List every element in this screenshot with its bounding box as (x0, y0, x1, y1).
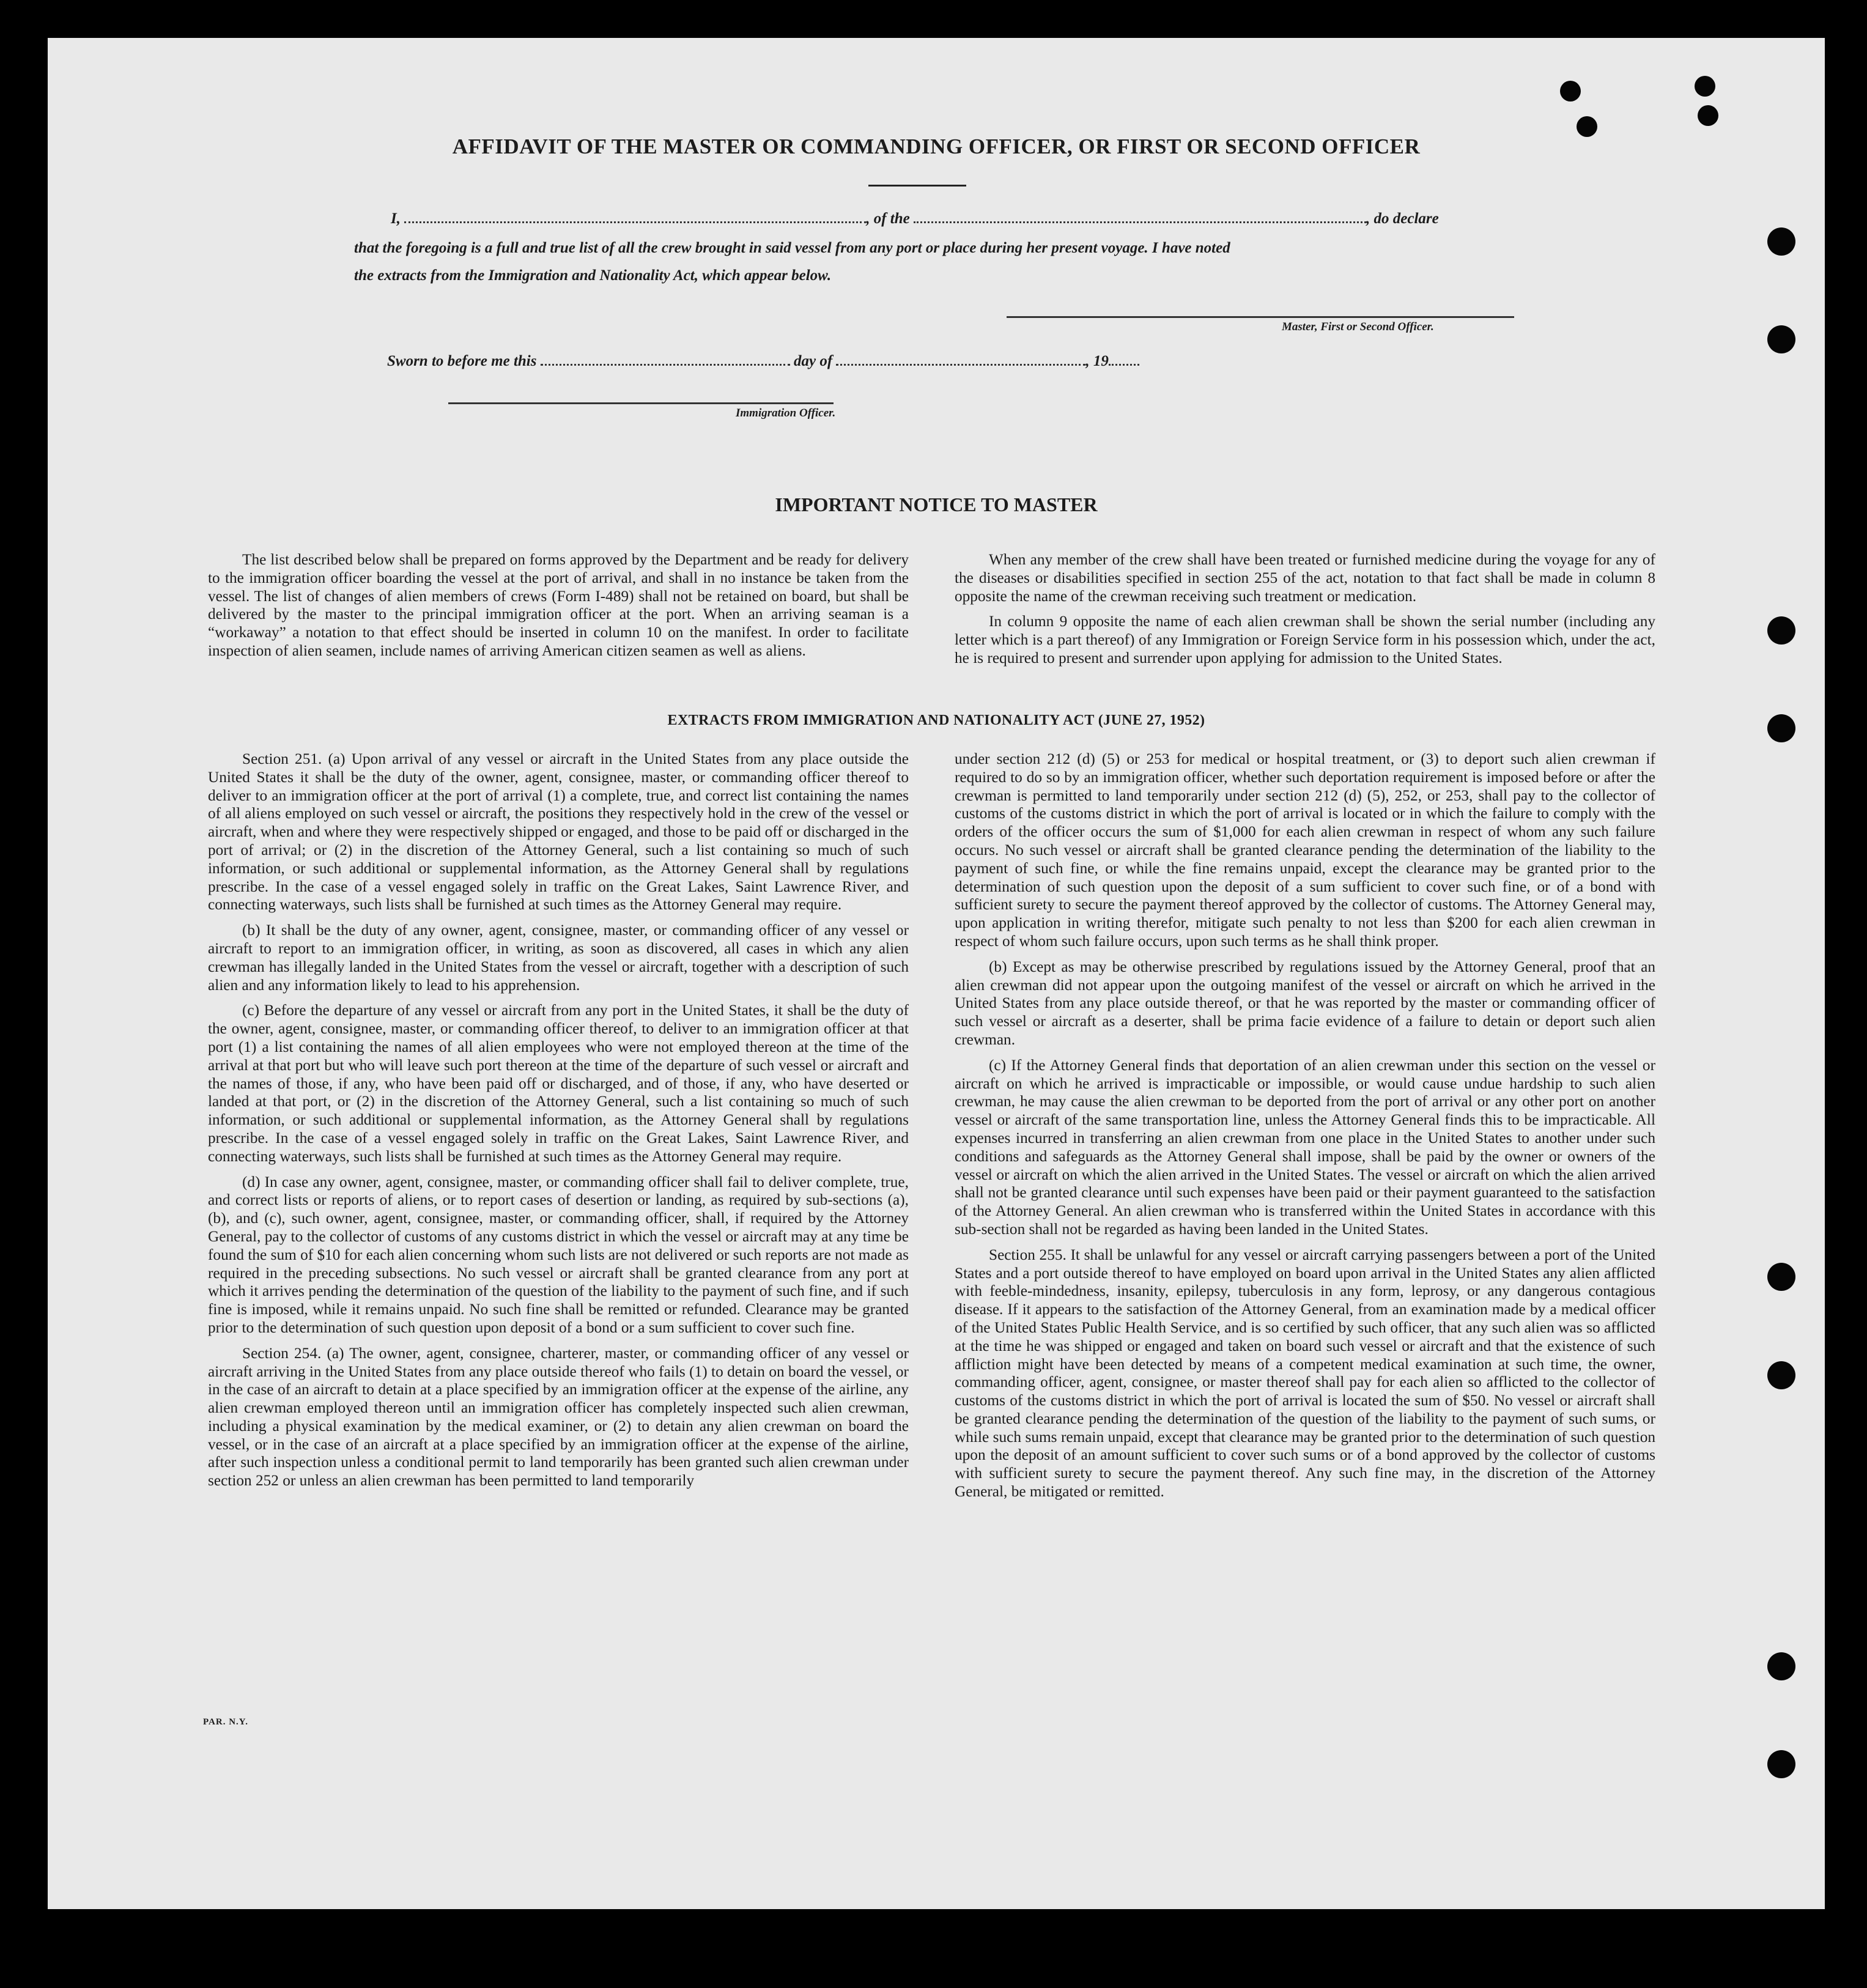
punch-hole (1577, 116, 1597, 137)
extracts-title: EXTRACTS FROM IMMIGRATION AND NATIONALITY ACT (JUNE 27, 1952) (667, 712, 1205, 728)
of-the-label: , of the (866, 210, 910, 227)
sworn-month-field[interactable] (836, 353, 1085, 366)
section-254-a-continued: under section 212 (d) (5) or 253 for medical or hospital treatment, or (3) to deport such alien crewman if required to do so by an immigration officer, whether such deportation requirement is imposed before or after the crewman is permitted to land temporarily under section 212 (d) (5), 252, or 253, shall pay to the collector of customs of the customs district in which the port of arrival is located or in which the failure to comply with the orders of the officer occurs the sum of $1,000 for each alien crewman in respect of whom any such failure occurs. No such vessel or aircraft shall be granted clearance pending the determination of the liability to the payment of such fine, or while the fine remains unpaid, except the clearance may be granted prior to the determination of such question upon the deposit of a sum sufficient to cover such fine, or of a bond with sufficient surety to secure the payment thereof approved by the collector of customs. The Attorney General may, upon application in writing therefor, mitigate such penalty to not less than $200 for each alien crewman in respect of whom such failure occurs, upon such terms as he shall think proper. (955, 750, 1655, 950)
declarant-name-field[interactable] (404, 210, 866, 223)
section-251-a: Section 251. (a) Upon arrival of any vessel or aircraft in the United States from any place outside the United States it shall be the duty of the owner, agent, consignee, master, or commanding officer thereof to deliver to an immigration officer at the port of arrival (1) a complete, true, and correct list containing the names of all aliens employed on such vessel or aircraft, the positions they respectively hold in the crew of the vessel or aircraft, when and where they were respectively shipped or engaged, and those to be paid off or discharged in the port of arrival; or (2) in the discretion of the Attorney General, such a list containing so much of such information, or such additional or supplemental information, as the Attorney General shall by regulations prescribe. In the case of a vessel engaged solely in traffic on the Great Lakes, Saint Lawrence River, and connecting waterways, such lists shall be furnished at such times as the Attorney General may require. (208, 750, 909, 914)
section-254-b: (b) Except as may be otherwise prescribed by regulations issued by the Attorney General, proof that an alien crewman did not appear upon the outgoing manifest of the vessel or aircraft on which he arrived in the United States from any place outside thereof, or that he was reported by the master or commanding officer of such vessel or aircraft as a deserter, shall be prima facie evidence of a failure to detain or deport such alien crewman. (955, 958, 1655, 1048)
extracts-right-column (955, 750, 1655, 1509)
sworn-label: Sworn to before me this (387, 353, 537, 369)
punch-hole (1698, 105, 1718, 126)
section-255: Section 255. It shall be unlawful for any vessel or aircraft carrying passengers between a port of the United States and a port outside thereof to have employed on board upon arrival in the United States any alien afflicted with feeble-mindedness, insanity, epilepsy, tuberculosis in any form, leprosy, or any dangerous contagious disease. If it appears to the satisfaction of the Attorney General, from an examination made by a medical officer of the United States Public Health Service, and is so certified by such officer, that any such alien was so afflicted at the time he was shipped or engaged and taken on board such vessel or aircraft and that the existence of such affliction might have been detected by means of a competent medical examination at such time, the owner, commanding officer, agent, consignee, or master thereof shall pay for each alien so afflicted to the collector of customs of the customs district in which the port of arrival is located the sum of $50. No vessel or aircraft shall be granted clearance pending the determination of the question of the liability to the payment of such sums, or while such sums remain unpaid, except that clearance may be granted prior to the determination of such question upon the deposit of an amount sufficient to cover such sums or of a bond approved by the collector of customs with sufficient surety to secure the payment thereof. Any such fine may, in the discretion of the Attorney General, be mitigated or remitted. (955, 1246, 1655, 1501)
notice-paragraph: The list described below shall be prepared on forms approved by the Department and be ready for delivery to the immigration officer boarding the vessel at the port of arrival, and shall in no instance be taken from the vessel. The list of changes of alien members of crews (Form I-489) shall not be retained on board, but shall be delivered by the master to the principal immigration officer at the port. When an arriving seaman is a “workaway” a notation to that effect should be inserted in column 10 on the manifest. In order to facilitate inspection of alien seamen, include names of arriving American citizen seamen as well as aliens. (208, 551, 909, 659)
punch-hole (1695, 76, 1715, 97)
notice-paragraph: In column 9 opposite the name of each alien crewman shall be shown the serial number (including any letter which is a part thereof) of any Immigration or Foreign Service form in his possession which, under the act, he is required to present and surrender upon applying for admission to the United States. (955, 613, 1655, 667)
officer-signature-line[interactable] (448, 402, 834, 404)
notice-left-column (208, 551, 909, 668)
notice-paragraph: When any member of the crew shall have been treated or furnished medicine during the voyage for any of the diseases or disabilities specified in section 255 of the act, notation to that fact shall be made in column 8 opposite the name of the crewman receiving such treatment or medication. (955, 551, 1655, 605)
year-label: , 19 (1085, 353, 1109, 369)
punch-hole (1767, 616, 1795, 645)
title-divider (868, 185, 966, 187)
master-signature-label: Master, First or Second Officer. (1282, 320, 1434, 333)
section-251-b: (b) It shall be the duty of any owner, agent, consignee, master, or commanding officer of any vessel or aircraft to report to an immigration officer, in writing, as soon as discovered, all cases in which any alien crewman has illegally landed in the United States from the vessel or aircraft, together with a description of such alien and any information likely to lead to his apprehension. (208, 922, 909, 994)
section-251-c: (c) Before the departure of any vessel or aircraft from any port in the United States, it shall be the duty of the owner, agent, consignee, master, or commanding officer thereof, to deliver to an immigration officer at that port (1) a list containing the names of all alien employees who were not employed thereon at the time of the arrival at that port but who will leave such port thereon at the time of the departure of such vessel or aircraft and the names of those, if any, who have been paid off or discharged, and of those, if any, who have deserted or landed at that port, or (2) in the discretion of the Attorney General, such a list containing so much of such information, or such additional or supplemental information, as the Attorney General shall by regulations prescribe. In the case of a vessel engaged solely in traffic on the Great Lakes, Saint Lawrence River, and connecting waterways, such lists shall be furnished at such times as the Attorney General may require. (208, 1002, 909, 1165)
i-label: I, (391, 210, 401, 227)
section-254-a: Section 254. (a) The owner, agent, consignee, charterer, master, or commanding officer of any vessel or aircraft arriving in the United States from any place outside thereof who fails (1) to detain on board the vessel, or in the case of an aircraft to detain at a place specified by an immigration officer at the expense of the airline, any alien crewman employed thereon until an immigration officer has completely inspected such alien crewman, including a physical examination by the medical examiner, or (2) to detain any alien crewman on board the vessel, or in the case of an aircraft at a place specified by an immigration officer at the expense of the airline, after such inspection unless a conditional permit to land temporarily has been granted such alien crewman under section 252 or unless an alien crewman has been permitted to land temporarily (208, 1344, 909, 1490)
master-signature-line[interactable] (1007, 316, 1514, 318)
sworn-day-field[interactable] (541, 353, 790, 366)
extracts-left-column (208, 750, 909, 1498)
notice-title: IMPORTANT NOTICE TO MASTER (775, 493, 1098, 515)
officer-signature-label: Immigration Officer. (736, 407, 836, 419)
declarant-line (391, 210, 1439, 227)
punch-hole (1767, 1263, 1795, 1291)
sworn-year-field[interactable] (1109, 353, 1139, 366)
punch-hole (1767, 227, 1795, 256)
printer-mark: PAR. N.Y. (203, 1717, 249, 1727)
day-of-label: day of (793, 353, 833, 369)
punch-hole (1767, 1652, 1795, 1680)
punch-hole (1767, 1750, 1795, 1778)
declaration-line-1: that the foregoing is a full and true list of all the crew brought in said vessel from any port or place during her present voyage. I have noted (354, 240, 1230, 256)
notice-right-column (955, 551, 1655, 675)
punch-hole (1767, 325, 1795, 353)
vessel-name-field[interactable] (914, 210, 1366, 223)
form-page (48, 38, 1825, 1909)
punch-hole (1767, 1361, 1795, 1389)
do-declare-label: , do declare (1366, 210, 1439, 227)
declaration-line-2: the extracts from the Immigration and Nationality Act, which appear below. (354, 267, 832, 284)
affidavit-title: AFFIDAVIT OF THE MASTER OR COMMANDING OFFICER, OR FIRST OR SECOND OFFICER (452, 135, 1421, 158)
section-251-d: (d) In case any owner, agent, consignee, master, or commanding officer shall fail to deliver complete, true, and correct lists or reports of aliens, or to report cases of desertion or landing, as required by sub-sections (a), (b), and (c), such owner, agent, consignee, master, or commanding officer, shall, if required by the Attorney General, pay to the collector of customs of any customs district in which the vessel or aircraft may at any time be found the sum of $10 for each alien concerning whom such lists are not delivered or such reports are not made as required in the preceding subsections. No such vessel or aircraft shall be granted clearance from any port at which it arrives pending the determination of the question of the liability to the payment of such fine, and if such fine is imposed, while it remains unpaid. No such fine shall be remitted or refunded. Clearance may be granted prior to the determination of such question upon deposit of a bond or a sum sufficient to cover such fine. (208, 1173, 909, 1336)
punch-hole (1560, 81, 1581, 102)
section-254-c: (c) If the Attorney General finds that deportation of an alien crewman under this section on the vessel or aircraft on which he arrived is impracticable or impossible, or would cause undue hardship to such alien crewman, he may cause the alien crewman to be deported from the port of arrival or any other port on another vessel or aircraft of the same transportation line, unless the Attorney General finds this to be impracticable. All expenses incurred in transferring an alien crewman from one place in the United States to another under such conditions and safeguards as the Attorney General shall impose, shall be paid by the owner or owners of the vessel or aircraft on which the alien arrived in the United States. The vessel or aircraft on which the alien arrived shall not be granted clearance until such expenses have been paid or their payment guaranteed to the satisfaction of the Attorney General. An alien crewman who is transferred within the United States in accordance with this sub-section shall not be regarded as having been landed in the United States. (955, 1056, 1655, 1238)
sworn-line (387, 353, 1139, 370)
